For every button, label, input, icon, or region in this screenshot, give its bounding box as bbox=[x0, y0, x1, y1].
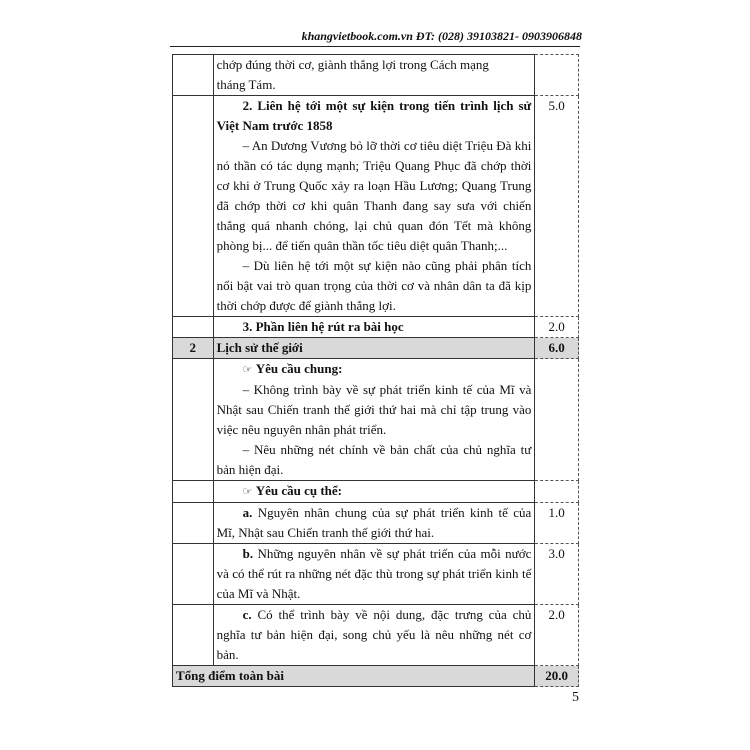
pointing-hand-icon: ☞ bbox=[242, 486, 253, 498]
section-title: 3. Phần liên hệ rút ra bài học bbox=[242, 319, 404, 334]
score-cell: 5.0 bbox=[535, 96, 579, 317]
item-label: b. bbox=[242, 546, 254, 561]
paragraph: – Dù liên hệ tới một sự kiện nào cũng phải phân tích nổi bật vai trò quan trọng của thời cơ và nhân dân ta đã kịp thời chớp được để giành thắng lợi. bbox=[216, 258, 532, 313]
score-cell: 1.0 bbox=[535, 503, 579, 544]
item-label: c. bbox=[242, 607, 252, 622]
header-rule bbox=[170, 46, 580, 47]
table-row bbox=[173, 359, 579, 481]
requirement-title: Yêu cầu chung: bbox=[255, 361, 343, 376]
item-label: a. bbox=[242, 505, 253, 520]
score-table bbox=[172, 54, 579, 687]
row-text-line: tháng Tám. bbox=[216, 77, 276, 92]
pointing-hand-icon: ☞ bbox=[242, 364, 253, 376]
table-row bbox=[173, 96, 579, 317]
item-text: Những nguyên nhân về sự phát triển của mỗi nước và có thể rút ra những nét đặc thù trong sự phát triển kinh tế của Mĩ và Nhật. bbox=[216, 546, 532, 601]
section-title: 2. Liên hệ tới một sự kiện trong tiến trình lịch sử Việt Nam trước 1858 bbox=[216, 98, 532, 133]
paragraph: – Nêu những nét chính về bản chất của chủ nghĩa tư bản hiện đại. bbox=[216, 442, 532, 477]
table-row bbox=[173, 55, 579, 96]
row-text-line: chớp đúng thời cơ, giành thắng lợi trong Cách mạng bbox=[216, 57, 489, 72]
score-cell: 2.0 bbox=[535, 317, 579, 338]
table-row-section bbox=[173, 338, 579, 359]
page-number: 5 bbox=[572, 690, 579, 705]
paragraph: – An Dương Vương bỏ lỡ thời cơ tiêu diệt Triệu Đà khi nó thần có tác dụng mạnh; Triệu Quang Phục đã chớp thời cơ khi ở Trung Quốc xảy ra loạn Hầu Lương; Quang Trung đã chớp thời cơ khi quân Thanh đang say sưa với chiến thắng quá nhanh chóng, lại chủ quan đón Tết mà không phòng bị... để tiến quân thần tốc tiêu diệt quân Thanh;... bbox=[216, 138, 532, 253]
requirement-title: Yêu cầu cụ thể: bbox=[255, 483, 343, 498]
table-row bbox=[173, 481, 579, 503]
table-row bbox=[173, 544, 579, 605]
score-cell: 3.0 bbox=[535, 544, 579, 605]
score-cell: 2.0 bbox=[535, 605, 579, 666]
table-row bbox=[173, 317, 579, 338]
table-row-total bbox=[173, 666, 579, 687]
section-number: 2 bbox=[173, 338, 214, 359]
item-text: Có thể trình bày về nội dung, đặc trưng của chủ nghĩa tư bản hiện đại, song chủ yếu là nêu những nét cơ bản. bbox=[216, 607, 532, 662]
paragraph: – Không trình bày về sự phát triển kinh tế của Mĩ và Nhật sau Chiến tranh thế giới thứ hai mà chỉ tập trung vào việc nêu nguyên nhân phát triển. bbox=[216, 382, 532, 437]
total-label: Tổng điểm toàn bài bbox=[173, 666, 535, 687]
section-heading: Lịch sử thế giới bbox=[213, 338, 535, 359]
item-text: Nguyên nhân chung của sự phát triển kinh tế của Mĩ, Nhật sau Chiến tranh thế giới thứ hai. bbox=[216, 505, 532, 540]
page-header: khangvietbook.com.vn ĐT: (028) 39103821- 0903906848 bbox=[301, 29, 582, 43]
total-score: 20.0 bbox=[535, 666, 579, 687]
score-cell: 6.0 bbox=[535, 338, 579, 359]
table-row bbox=[173, 605, 579, 666]
table-row bbox=[173, 503, 579, 544]
